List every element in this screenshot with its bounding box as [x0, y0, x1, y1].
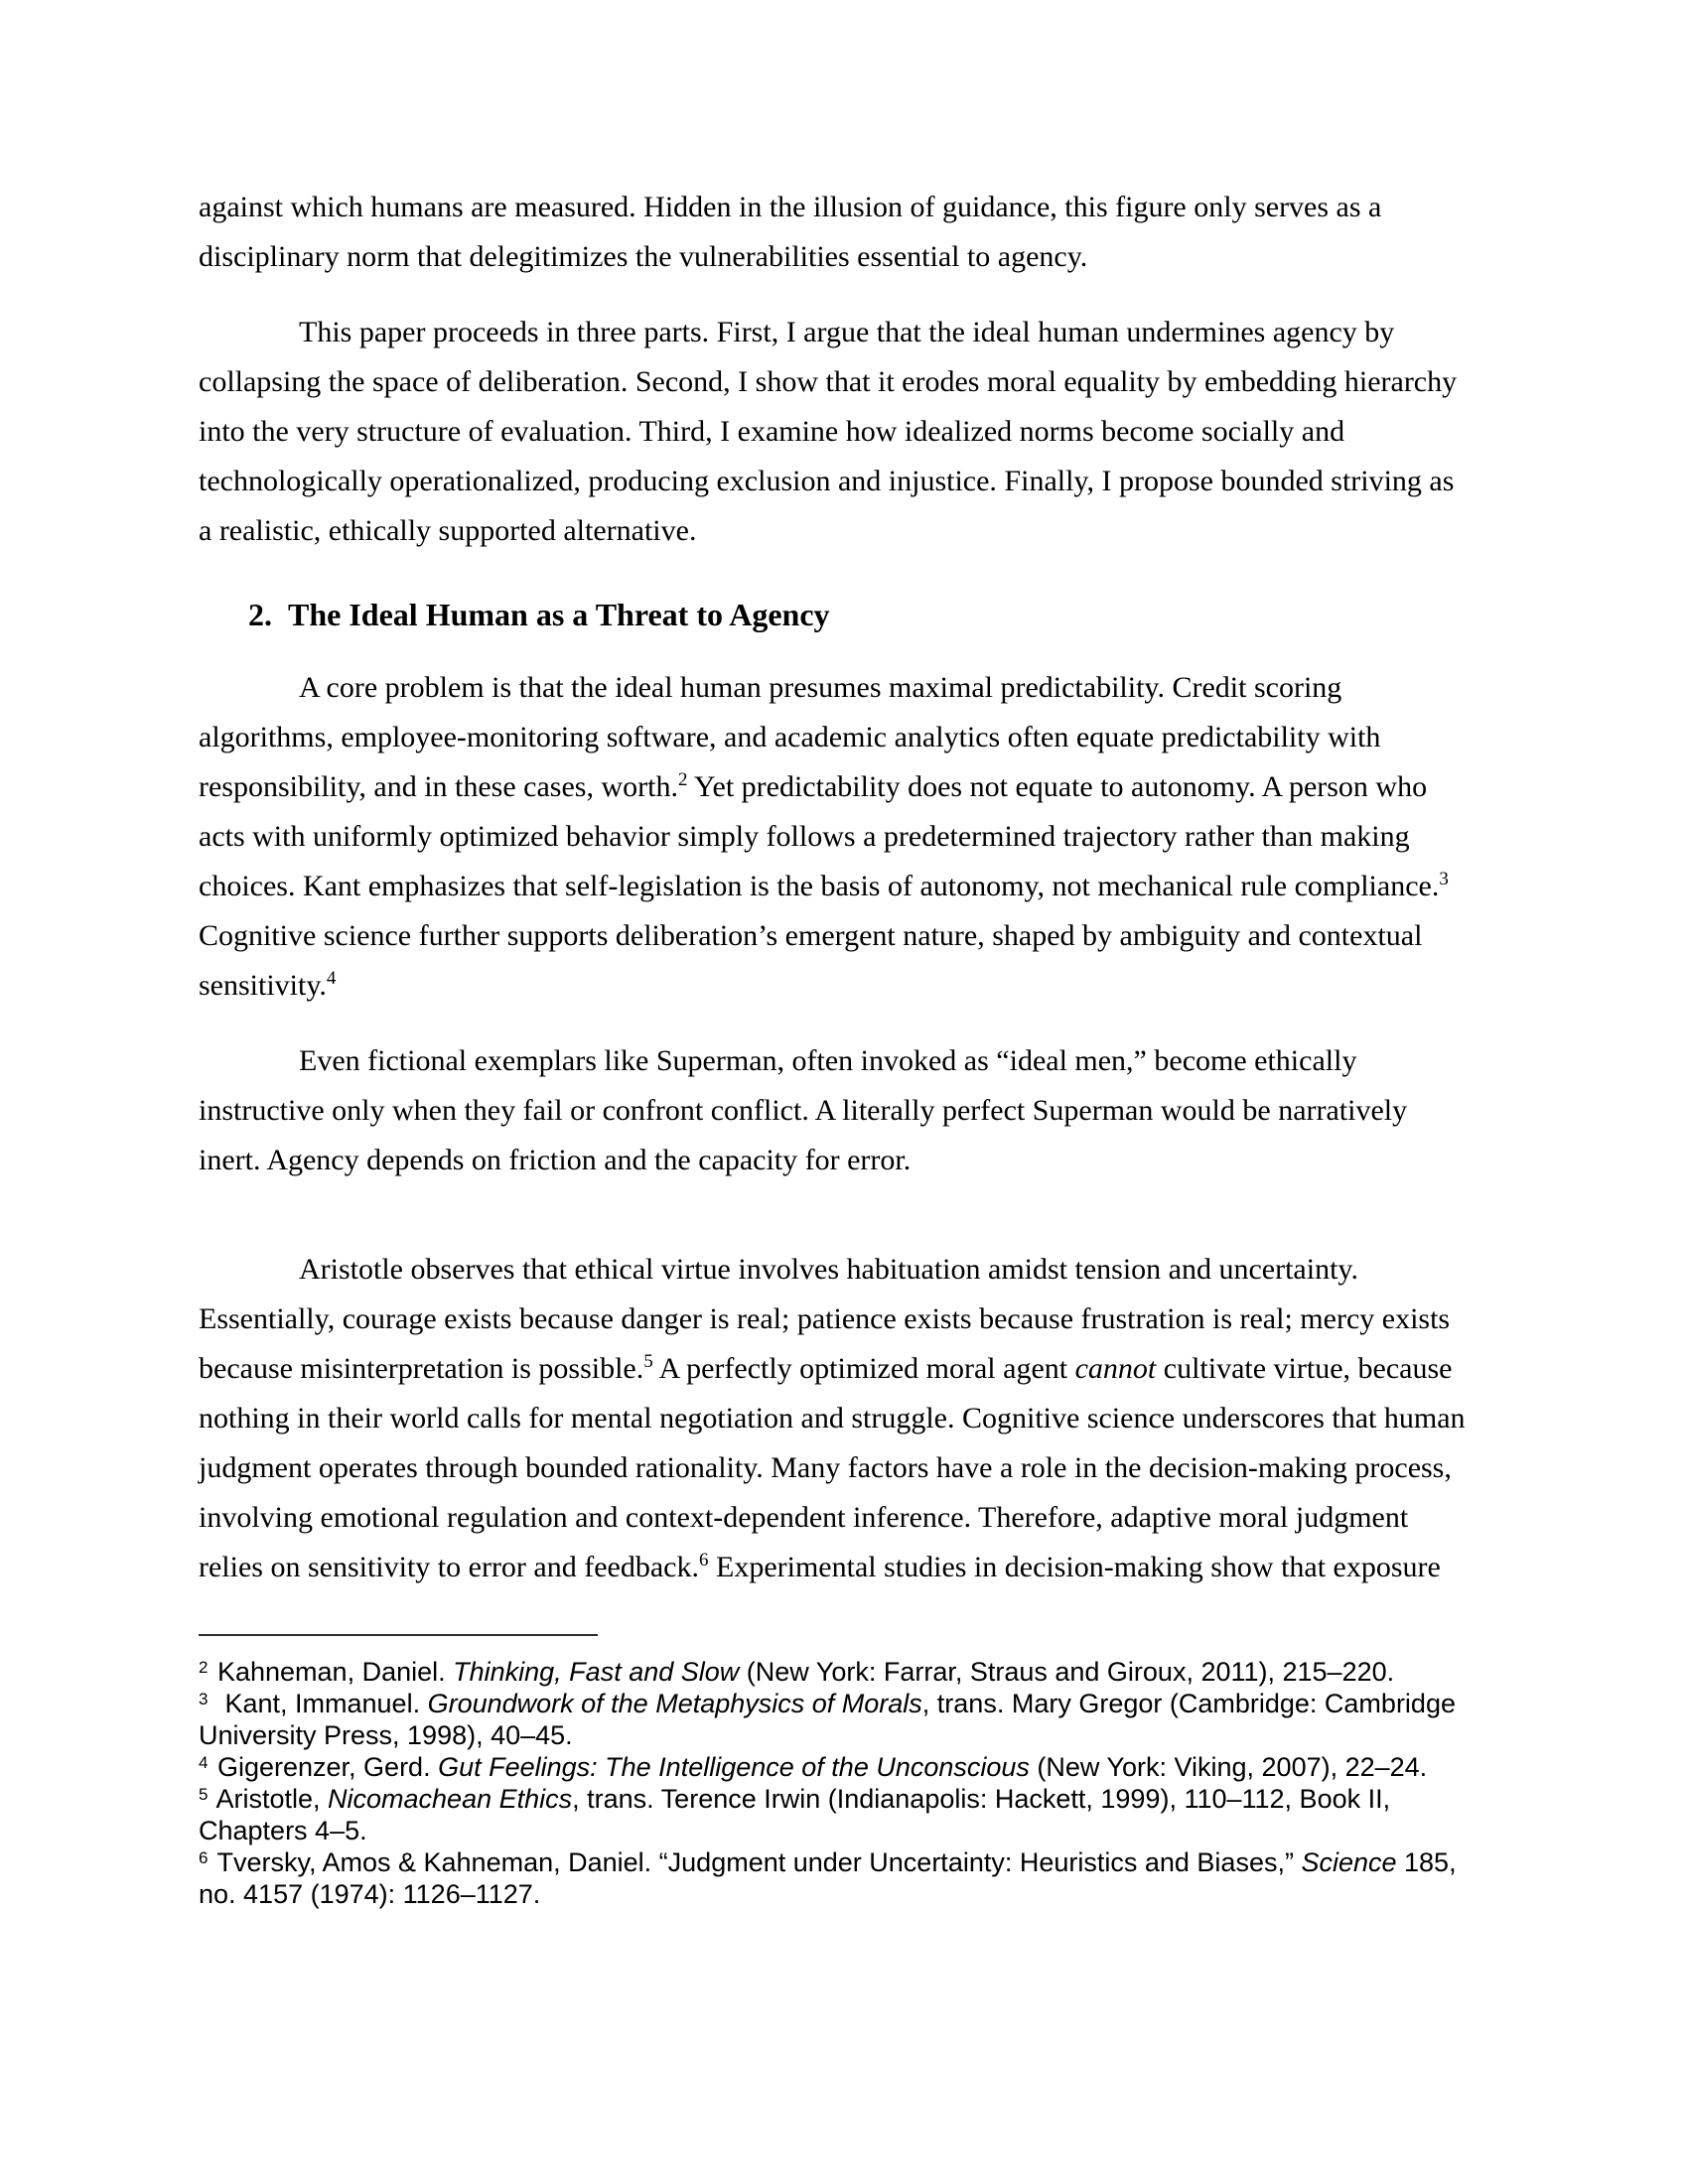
footnote-6: $^6$ Tversky, Amos & Kahneman, Daniel. “Judgment under Uncertainty: Heuristics and Biases,” Science 185, no. 4157 (1974): 1126–1127.: [199, 1847, 1457, 1909]
section-title: The Ideal Human as a Threat to Agency: [288, 597, 830, 632]
section-number: 2.: [248, 597, 272, 632]
body-paragraph-1: against which humans are measured. Hidden in the illusion of guidance, this figure only serves as a disciplinary norm that delegitimizes the vulnerabilities essential to agency.: [199, 191, 1382, 273]
section-heading: [199, 590, 1472, 639]
page-content: [199, 0, 1472, 1910]
body-paragraph-3: A core problem is that the ideal human presumes maximal predictability. Credit scoring algorithms, employee-monitoring software, and academic analytics often equate predictability with responsibility, and in these cases, worth.$^2$ Yet predictability does not equate to autonomy. A person who acts with uniformly optimized behavior simply follows a predetermined trajectory rather than making choices. Kant emphasizes that self-legislation is the basis of autonomy, not mechanical rule compliance.$^3$ Cognitive science further supports deliberation’s emergent nature, shaped by ambiguity and contextual sensitivity.$^4$: [199, 671, 1449, 1002]
footnote-3: $^3$ Kant, Immanuel. Groundwork of the Metaphysics of Morals, trans. Mary Gregor (Cambridge: Cambridge University Press, 1998), 40–45.: [199, 1689, 1456, 1750]
footnote-4: $^4$ Gigerenzer, Gerd. Gut Feelings: The Intelligence of the Unconscious (New York: Viking, 2007), 22–24.: [199, 1752, 1428, 1782]
body-paragraph-2: This paper proceeds in three parts. First, I argue that the ideal human undermines agency by collapsing the space of deliberation. Second, I show that it erodes moral equality by embedding hierarchy into the very structure of evaluation. Third, I examine how idealized norms become socially and technologically operationalized, producing exclusion and injustice. Finally, I propose bounded striving as a realistic, ethically supported alternative.: [199, 316, 1458, 547]
body-paragraph-4: Even fictional exemplars like Superman, often invoked as “ideal men,” become ethically instructive only when they fail or confront conflict. A literally perfect Superman would be narratively inert. Agency depends on friction and the capacity for error.: [199, 1044, 1408, 1176]
footnote-5: $^5$ Aristotle, Nicomachean Ethics, trans. Terence Irwin (Indianapolis: Hackett, 1999), 110–112, Book II, Chapters 4–5.: [199, 1784, 1391, 1845]
footnote-separator: [199, 1634, 598, 1636]
body-paragraph-5: Aristotle observes that ethical virtue involves habituation amidst tension and uncertainty. Essentially, courage exists because danger is real; patience exists because frustration is real; mercy exists because misinterpretation is possible.$^5$ A perfectly optimized moral agent cannot cultivate virtue, because nothing in their world calls for mental negotiation and struggle. Cognitive science underscores that human judgment operates through bounded rationality. Many factors have a role in the decision-making process, involving emotional regulation and context-dependent inference. Therefore, adaptive moral judgment relies on sensitivity to error and feedback.$^6$ Experimental studies in decision-making show that exposure: [199, 1253, 1466, 1583]
footnotes-section: [199, 1634, 1472, 1910]
footnote-2: $^2$ Kahneman, Daniel. Thinking, Fast and Slow (New York: Farrar, Straus and Giroux, 2011), 215–220.: [199, 1657, 1395, 1687]
